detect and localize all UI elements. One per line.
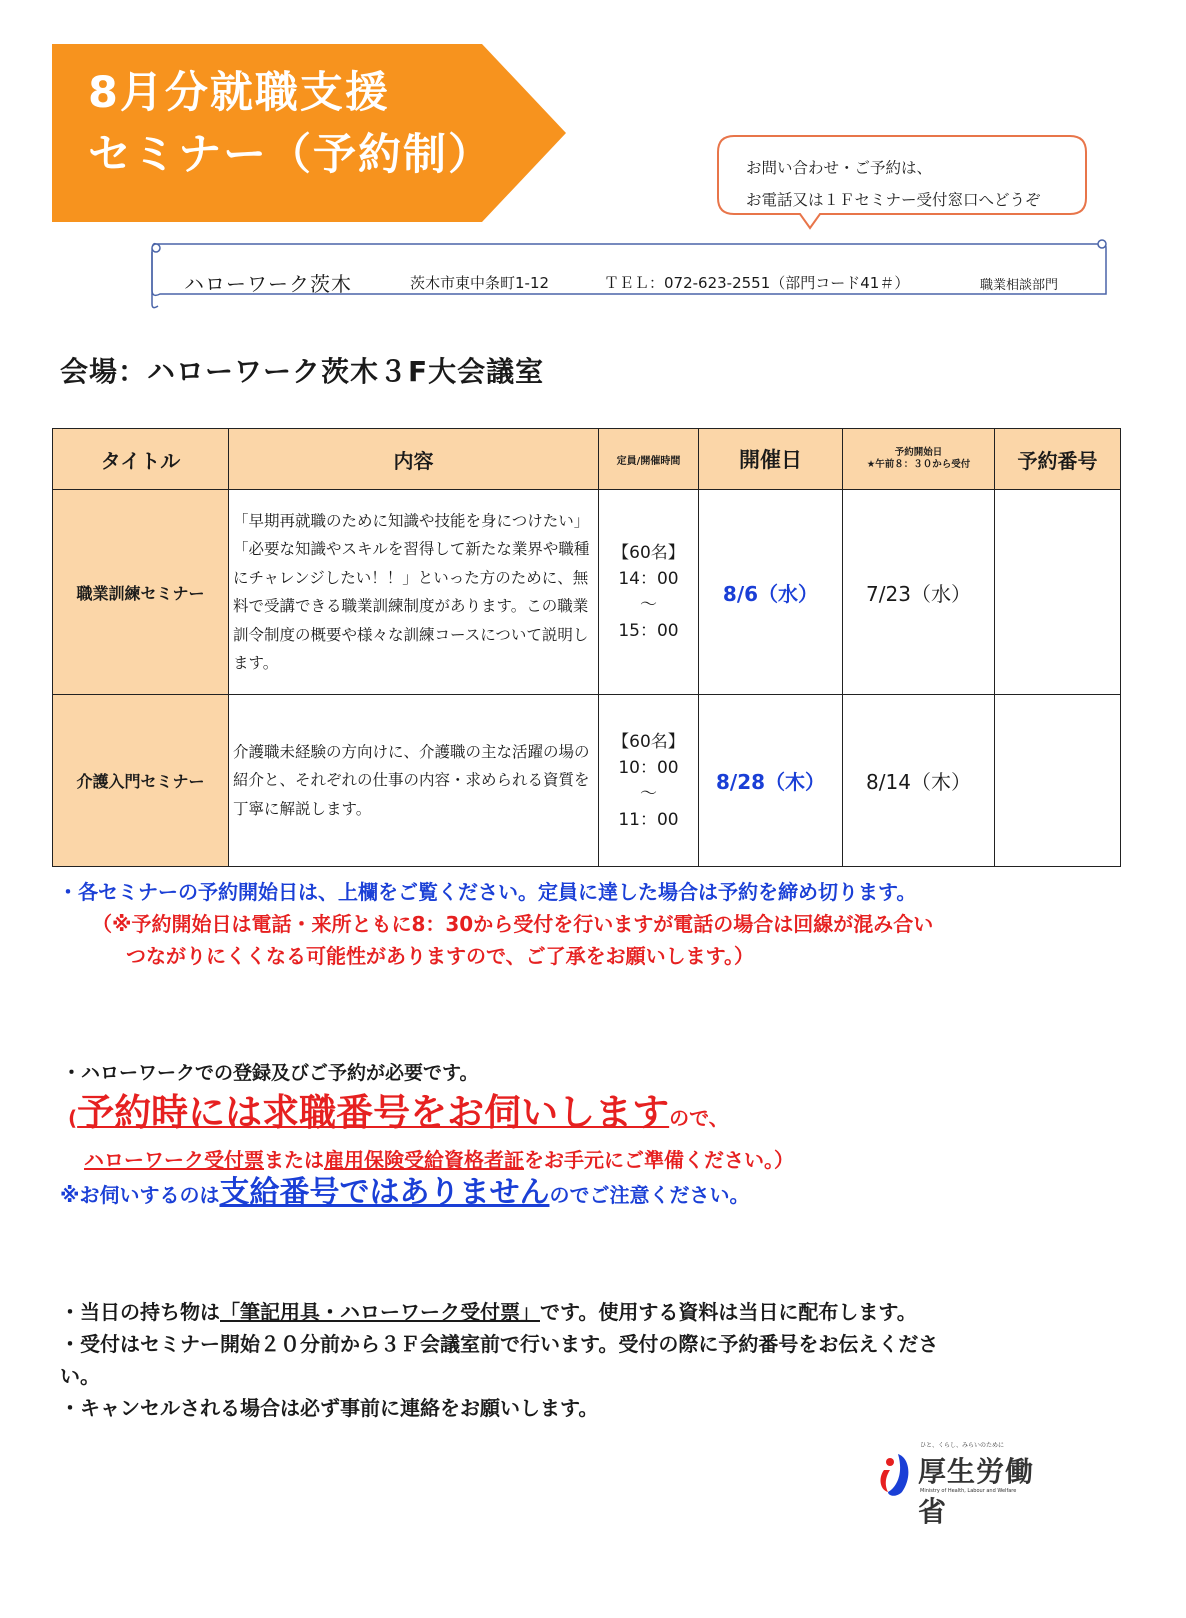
- table-header-row: [53, 429, 1121, 490]
- callout-text: [746, 152, 1041, 216]
- office-address: 茨木市東中条町1-12: [410, 274, 550, 292]
- bring-items-note: [60, 1296, 938, 1328]
- notpay-big-text: 支給番号ではありません: [219, 1175, 550, 1210]
- row-tilde: ～: [640, 783, 657, 804]
- reception-note-line1: ・受付はセミナー開始２０分前から３Ｆ会議室前で行います。受付の際に予約番号をお伝えくださ: [60, 1332, 939, 1356]
- mhlw-mark-icon: [876, 1448, 916, 1500]
- header-date: 開催日: [699, 429, 843, 490]
- row-title: 介護入門セミナー: [53, 695, 229, 867]
- header-reserve-start-line2: ★午前８：３０から受付: [866, 459, 971, 470]
- reservation-start-note: ・各セミナーの予約開始日は、上欄をご覧ください。定員に達した場合は予約を締め切ります。: [58, 880, 917, 904]
- row-reserve-start: 7/23（水）: [843, 490, 995, 695]
- row-end-time: 15：00: [618, 621, 679, 641]
- reserve-suffix: ので、: [669, 1106, 729, 1130]
- table-row: [53, 490, 1121, 695]
- documents-note: [60, 1144, 794, 1173]
- title-line-2: セミナー（予約制）: [88, 130, 493, 180]
- phone-note: [92, 908, 933, 972]
- table-row: [53, 695, 1121, 867]
- row-date: 8/6（水）: [699, 490, 843, 695]
- mhlw-logo: [876, 1440, 1056, 1528]
- docs-tail: をお手元にご準備ください。）: [524, 1148, 794, 1172]
- reserve-big-text: 予約時には求職番号をお伺いします: [77, 1091, 670, 1134]
- bring-items: 「筆記用具・ハローワーク受付票」: [220, 1300, 540, 1324]
- header-content: 内容: [229, 429, 599, 490]
- row-reserve-no: [995, 695, 1121, 867]
- row-end-time: 11：00: [618, 809, 679, 830]
- bring-prefix: ・当日の持ち物は: [60, 1300, 220, 1324]
- row-capacity: 【60名】: [612, 731, 685, 752]
- cancel-note: ・キャンセルされる場合は必ず事前に連絡をお願いします。: [60, 1396, 599, 1420]
- header-title: タイトル: [53, 429, 229, 490]
- row-capacity: 【60名】: [612, 543, 685, 563]
- registration-note: ・ハローワークでの登録及びご予約が必要です。: [62, 1062, 479, 1084]
- row-title: 職業訓練セミナー: [53, 490, 229, 695]
- logo-name: 厚生労働省: [918, 1455, 1035, 1528]
- title-line-1: 8月分就職支援: [88, 68, 390, 118]
- logo-english: Ministry of Health, Labour and Welfare: [920, 1488, 1017, 1494]
- docs-certificate: 雇用保険受給資格者証: [324, 1148, 524, 1172]
- callout-line-2: お電話又は１Ｆセミナー受付窓口へどうぞ: [746, 191, 1041, 209]
- header-reserve-start-line1: 予約開始日: [894, 447, 943, 458]
- row-content: 介護職未経験の方向けに、介護職の主な活躍の場の紹介と、それぞれの仕事の内容・求められる資質を丁寧に解説します。: [229, 695, 599, 867]
- bring-items-block: [60, 1296, 938, 1424]
- row-capacity-time: [599, 695, 699, 867]
- callout-line-1: お問い合わせ・ご予約は、: [746, 159, 933, 177]
- bring-suffix: です。使用する資料は当日に配布します。: [540, 1300, 917, 1324]
- venue-heading: 会場：ハローワーク茨木３F大会議室: [60, 355, 545, 388]
- header-reserve-no: 予約番号: [995, 429, 1121, 490]
- row-content: 「早期再就職のために知識や技能を身につけたい」「必要な知識やスキルを習得して新たな業界や職種にチャレンジしたい！！」といった方のために、無料で受講できる職業訓練制度があります。この職業訓令制度の概要や様々な訓練コースについて説明します。: [229, 490, 599, 695]
- docs-or: または: [264, 1148, 324, 1172]
- page-title: [88, 62, 493, 186]
- job-number-notice: [68, 1090, 729, 1141]
- row-reserve-start: 8/14（木）: [843, 695, 995, 867]
- logo-tagline: ひと、くらし、みらいのために: [920, 1442, 1005, 1449]
- phone-note-line1: （※予約開始日は電話・来所ともに8：30から受付を行いますが電話の場合は回線が混み合い: [92, 912, 934, 936]
- row-reserve-no: [995, 490, 1121, 695]
- reserve-prefix: (: [68, 1106, 78, 1130]
- seminar-table: [52, 428, 1121, 867]
- not-payment-number-note: [60, 1172, 749, 1216]
- row-date: 8/28（木）: [699, 695, 843, 867]
- office-name: ハローワーク茨木: [184, 272, 352, 296]
- reception-note-line2: い。: [60, 1364, 100, 1388]
- office-tel: ＴＥＬ：072-623-2551（部門コード41＃）: [604, 274, 910, 292]
- row-capacity-time: [599, 490, 699, 695]
- phone-note-line2: つながりにくくなる可能性がありますので、ご了承をお願いします。）: [126, 944, 754, 968]
- office-department: 職業相談部門: [980, 278, 1059, 293]
- notpay-suffix: のでご注意ください。: [549, 1183, 750, 1207]
- notpay-prefix: ※お伺いするのは: [60, 1183, 220, 1207]
- docs-receipt: ハローワーク受付票: [84, 1148, 264, 1172]
- row-start-time: 10：00: [618, 757, 679, 778]
- row-tilde: ～: [640, 595, 657, 615]
- header-reserve-start: [843, 429, 995, 490]
- header-capacity: 定員/開催時間: [599, 429, 699, 490]
- row-start-time: 14：00: [618, 569, 679, 589]
